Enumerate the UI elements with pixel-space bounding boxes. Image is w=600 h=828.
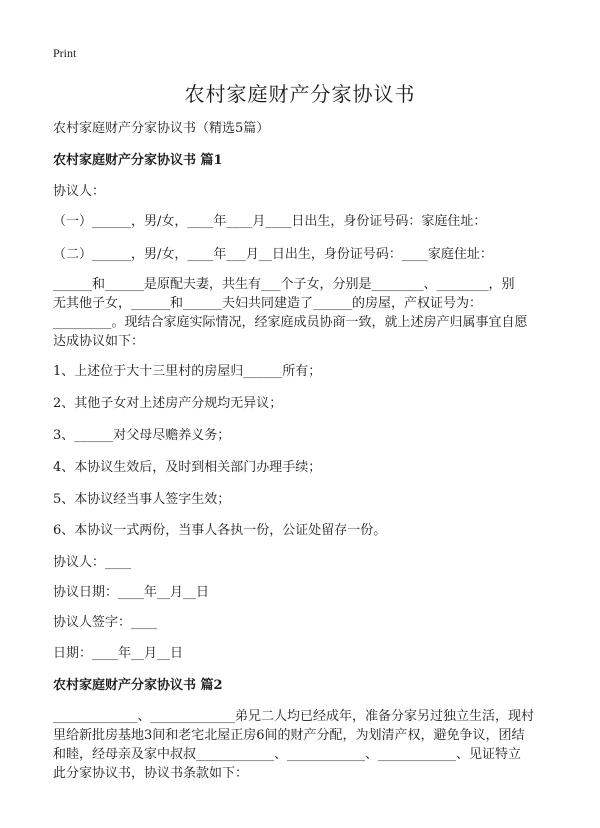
section2-heading: 农村家庭财产分家协议书 篇2 [53,678,223,693]
document-subtitle: 农村家庭财产分家协议书（精选5篇） [53,121,270,136]
section2-paragraph-line-3: 和睦，经母亲及家中叔叔____________、____________、____________、见证特立 [53,747,522,762]
list-item: 3、______对父母尽赡养义务； [53,428,231,443]
section2-paragraph-line-4: 此分家协议书，协议书条款如下： [53,766,249,781]
date-line: 日期：____年__月__日 [53,646,184,661]
paragraph-line-3: _________。现结合家庭实际情况，经家庭成员协商一致，就上述房产归属事宜自愿 [53,315,528,330]
signature-line: 协议人签字：____ [53,615,158,630]
agreement-date-line: 协议日期：____年__月__日 [53,585,210,600]
section2-paragraph-line-1: _____________、_____________弟兄二人均已经成年，准备分家另过独立生活，现村 [53,709,535,724]
list-item: 1、上述位于大十三里村的房屋归______所有； [53,364,322,379]
paragraph-line-2: 无其他子女，______和______夫妇共同建造了______的房屋，产权证号为： [53,296,483,311]
section2-paragraph-line-2: 里给新批房基地3间和老宅北屋正房6间的财产分配，为划清产权，避免争议，团结 [53,728,525,743]
print-link[interactable]: Print [53,46,77,60]
document-title: 农村家庭财产分家协议书 [184,82,416,106]
list-item: 6、本协议一式两份，当事人各执一份，公证处留存一份。 [53,523,387,538]
party1-line: （一）______，男/女，____年____月____日出生，身份证号码：家庭住址： [53,214,487,229]
party2-line: （二）______，男/女，____年___月__日出生，身份证号码：____家庭住址： [53,247,493,262]
list-item: 5、本协议经当事人签字生效； [53,492,231,507]
list-item: 4、本协议生效后，及时到相关部门办理手续； [53,460,322,475]
section1-heading: 农村家庭财产分家协议书 篇1 [53,153,223,168]
paragraph-line-1: ______和______是原配夫妻，共生有___个子女，分别是________、________，别 [53,277,515,292]
signer-line: 协议人：____ [53,555,132,570]
list-item: 2、其他子女对上述房产分规均无异议； [53,396,283,411]
parties-label: 协议人： [53,184,106,199]
paragraph-line-4: 达成协议如下： [53,334,145,349]
